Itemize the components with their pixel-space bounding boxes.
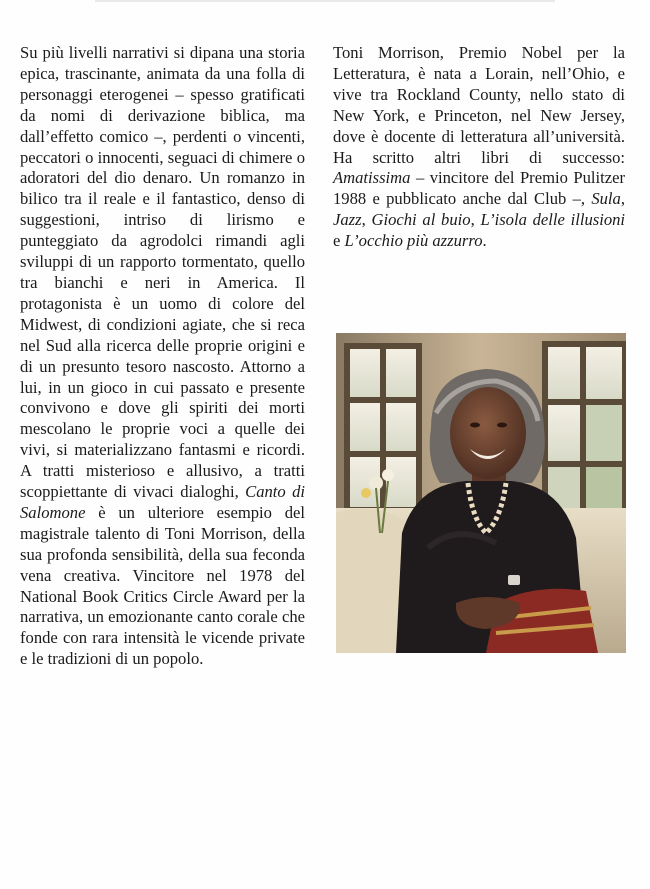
author-bio-column [333,43,625,252]
bio-period: . [482,231,487,251]
face [450,387,526,479]
bio-separator-3: , [470,210,481,230]
left-window [344,343,422,513]
synopsis-text-1: Su più livelli narrativi si dipana una storia epica, trascinante, animata da una folla di personaggi eterogenei – spesso gratificati da nomi di derivazione biblica, ma dall’effetto comico –, perdenti o vincenti, peccatori o innocenti, seguaci di chimere o adoratori del dio denaro. Un romanzo in bilico tra il reale e il fantastico, denso di suggestioni, intriso di lirismo e punteggiato da agrodolci rimandi agli sviluppi di un rapporto tormentato, quello tra bianchi e neri in America. Il protagonista è un uomo di colore del Midwest, di condizioni agiate, che si reca nel Sud alla ricerca delle proprie origini e di un presunto tesoro nascosto. Attorno a lui, in un gioco in cui passato e presente convivono e dove gli spiriti dei morti mescolano le proprie voci a quelle dei vivi, si materializzano fantasmi e ricordi. A tratti misterioso e allusivo, a tratti scoppiettante di vivaci dialoghi, [20,43,305,502]
book-title-sula: Sula [591,189,621,209]
bio-separator-1: , [620,189,625,209]
bio-conjunction: e [333,231,345,251]
book-title-canto-di-salomone: Canto di Salomone [20,482,305,522]
author-portrait-illustration [336,333,626,653]
bio-separator-2: , [361,210,372,230]
top-edge-rule [95,0,555,2]
wristwatch [508,575,520,585]
book-title-isola-delle-illusioni: L’isola delle illusioni [480,210,626,230]
synopsis-paragraph [20,43,305,670]
left-eye [470,423,480,428]
author-bio-paragraph [333,43,625,252]
author-portrait-photo [336,333,626,653]
bio-text-1: Toni Morrison, Premio Nobel per la Letteratura, è nata a Lorain, nell’Ohio, e vive tra Rockland County, nello stato di New York, e Princeton, nel New Jersey, dove è docente di letteratura all’università. Ha scritto altri libri di successo: [333,43,625,167]
book-title-amatissima: Amatissima [333,168,411,188]
right-eye [497,423,507,428]
synopsis-column [20,43,305,670]
bio-text-2: – vincitore del Premio Pulitzer 1988 e pubblicato anche dal Club –, [333,168,625,209]
book-title-jazz: Jazz [333,210,362,230]
book-title-occhio-piu-azzurro: L’occhio più azzurro [344,231,483,251]
book-title-giochi-al-buio: Giochi al buio [371,210,471,230]
sofa-arm [336,509,406,653]
synopsis-text-2: è un ulteriore esempio del magistrale talento di Toni Morrison, della sua profonda sensibilità, della sua feconda vena creativa. Vincitore nel 1978 del National Book Critics Circle Award per la narrativa, un emozionante canto corale che fonde con rara intensità le vicende private e le tradizioni di un popolo. [20,502,305,669]
